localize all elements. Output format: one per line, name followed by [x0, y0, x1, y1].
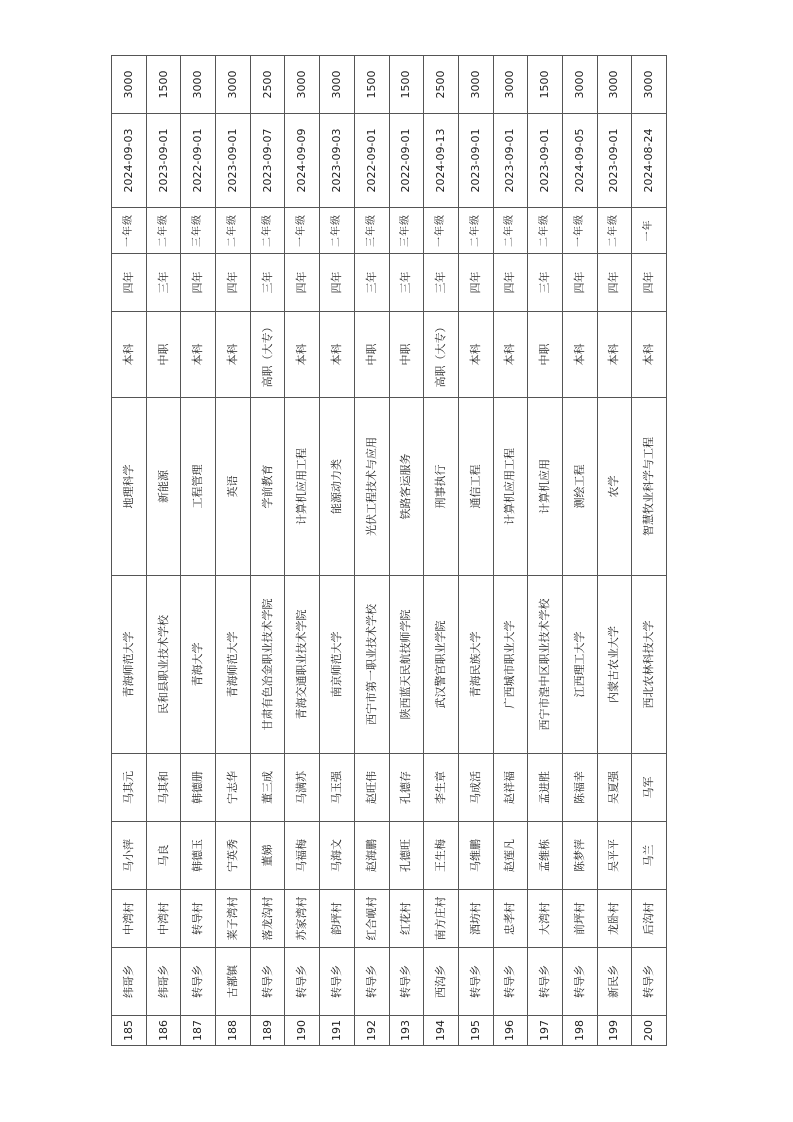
school-cell: 青海交通职业技术学院	[285, 576, 320, 754]
program-duration-cell: 三年	[424, 254, 459, 312]
school-cell: 广西城市职业大学	[493, 576, 528, 754]
major-cell: 农学	[597, 398, 632, 576]
village-cell: 苏家湾村	[285, 890, 320, 948]
table-row	[562, 56, 597, 1046]
village-cell: 红花村	[389, 890, 424, 948]
row-number: 194	[424, 1016, 459, 1046]
grade-cell: 二年级	[528, 208, 563, 254]
village-cell: 莱子湾村	[216, 890, 251, 948]
grade-cell: 二年级	[320, 208, 355, 254]
village-cell: 后沟村	[632, 890, 667, 948]
village-cell: 忠孝村	[493, 890, 528, 948]
table-row	[458, 56, 493, 1046]
township-cell: 转导乡	[320, 948, 355, 1016]
education-level-cell: 高职（大专）	[250, 312, 285, 398]
major-cell: 学前教育	[250, 398, 285, 576]
guardian-name-cell: 赵祥福	[493, 754, 528, 822]
grade-cell: 二年级	[493, 208, 528, 254]
township-cell: 纬哥乡	[146, 948, 181, 1016]
township-cell: 古鄯镇	[216, 948, 251, 1016]
program-duration-cell: 三年	[354, 254, 389, 312]
program-duration-cell: 四年	[458, 254, 493, 312]
grade-cell: 一年级	[285, 208, 320, 254]
major-cell: 计算机应用	[528, 398, 563, 576]
education-level-cell: 本科	[181, 312, 216, 398]
guardian-name-cell: 马满苏	[285, 754, 320, 822]
school-cell: 西宁市第一职业技术学校	[354, 576, 389, 754]
guardian-name-cell: 韩德册	[181, 754, 216, 822]
student-name-cell: 马海文	[320, 822, 355, 890]
aid-amount-cell: 3000	[632, 56, 667, 114]
major-cell: 测绘工程	[562, 398, 597, 576]
guardian-name-cell: 马其元	[112, 754, 147, 822]
enrollment-date-cell: 2024-09-05	[562, 114, 597, 208]
row-number: 188	[216, 1016, 251, 1046]
program-duration-cell: 四年	[597, 254, 632, 312]
village-cell: 大湾村	[528, 890, 563, 948]
school-cell: 陕西蓝天民航技师学院	[389, 576, 424, 754]
major-cell: 智慧牧业科学与工程	[632, 398, 667, 576]
grade-cell: 一年	[632, 208, 667, 254]
guardian-name-cell: 董三成	[250, 754, 285, 822]
education-level-cell: 本科	[597, 312, 632, 398]
program-duration-cell: 三年	[528, 254, 563, 312]
table-row	[597, 56, 632, 1046]
row-number: 186	[146, 1016, 181, 1046]
row-number: 189	[250, 1016, 285, 1046]
aid-amount-cell: 2500	[424, 56, 459, 114]
guardian-name-cell: 马其和	[146, 754, 181, 822]
student-name-cell: 赵海鹏	[354, 822, 389, 890]
student-name-cell: 马兰	[632, 822, 667, 890]
program-duration-cell: 四年	[320, 254, 355, 312]
township-cell: 纬哥乡	[112, 948, 147, 1016]
table-row	[285, 56, 320, 1046]
student-aid-table	[111, 55, 667, 1046]
education-level-cell: 本科	[632, 312, 667, 398]
enrollment-date-cell: 2024-09-13	[424, 114, 459, 208]
township-cell: 新民乡	[597, 948, 632, 1016]
program-duration-cell: 四年	[493, 254, 528, 312]
table-row	[250, 56, 285, 1046]
student-name-cell: 马良	[146, 822, 181, 890]
table-row	[181, 56, 216, 1046]
aid-amount-cell: 3000	[597, 56, 632, 114]
major-cell: 计算机应用工程	[493, 398, 528, 576]
aid-amount-cell: 3000	[320, 56, 355, 114]
township-cell: 转导乡	[562, 948, 597, 1016]
grade-cell: 三年级	[354, 208, 389, 254]
row-number: 192	[354, 1016, 389, 1046]
guardian-name-cell: 赵旺伟	[354, 754, 389, 822]
table-row	[632, 56, 667, 1046]
grade-cell: 二年级	[597, 208, 632, 254]
aid-amount-cell: 3000	[181, 56, 216, 114]
education-level-cell: 本科	[493, 312, 528, 398]
grade-cell: 二年级	[216, 208, 251, 254]
program-duration-cell: 四年	[181, 254, 216, 312]
school-cell: 民和县职业技术学校	[146, 576, 181, 754]
township-cell: 转导乡	[181, 948, 216, 1016]
township-cell: 转导乡	[354, 948, 389, 1016]
row-number: 196	[493, 1016, 528, 1046]
row-number: 195	[458, 1016, 493, 1046]
aid-amount-cell: 3000	[216, 56, 251, 114]
enrollment-date-cell: 2022-09-01	[354, 114, 389, 208]
enrollment-date-cell: 2022-09-01	[389, 114, 424, 208]
major-cell: 光伏工程技术与应用	[354, 398, 389, 576]
program-duration-cell: 四年	[562, 254, 597, 312]
school-cell: 西北农林科技大学	[632, 576, 667, 754]
school-cell: 武汉警官职业学院	[424, 576, 459, 754]
village-cell: 酒坊村	[458, 890, 493, 948]
school-cell: 青海大学	[181, 576, 216, 754]
township-cell: 转导乡	[493, 948, 528, 1016]
table-body	[112, 56, 667, 1046]
aid-amount-cell: 2500	[250, 56, 285, 114]
aid-amount-cell: 1500	[146, 56, 181, 114]
program-duration-cell: 三年	[250, 254, 285, 312]
guardian-name-cell: 马军	[632, 754, 667, 822]
guardian-name-cell: 马成活	[458, 754, 493, 822]
township-cell: 西沟乡	[424, 948, 459, 1016]
major-cell: 能源动力类	[320, 398, 355, 576]
program-duration-cell: 三年	[146, 254, 181, 312]
table-row	[528, 56, 563, 1046]
row-number: 199	[597, 1016, 632, 1046]
program-duration-cell: 四年	[112, 254, 147, 312]
row-number: 193	[389, 1016, 424, 1046]
enrollment-date-cell: 2023-09-01	[216, 114, 251, 208]
major-cell: 铁路客运服务	[389, 398, 424, 576]
table-row	[112, 56, 147, 1046]
student-name-cell: 王生梅	[424, 822, 459, 890]
major-cell: 工程管理	[181, 398, 216, 576]
township-cell: 转导乡	[285, 948, 320, 1016]
township-cell: 转导乡	[632, 948, 667, 1016]
guardian-name-cell: 宁志华	[216, 754, 251, 822]
guardian-name-cell: 李生章	[424, 754, 459, 822]
township-cell: 转导乡	[458, 948, 493, 1016]
student-name-cell: 董娣	[250, 822, 285, 890]
school-cell: 青海师范大学	[112, 576, 147, 754]
row-number: 190	[285, 1016, 320, 1046]
school-cell: 西宁市湟中区职业技术学校	[528, 576, 563, 754]
major-cell: 新能源	[146, 398, 181, 576]
student-name-cell: 孔德旺	[389, 822, 424, 890]
aid-amount-cell: 3000	[458, 56, 493, 114]
township-cell: 转导乡	[250, 948, 285, 1016]
student-name-cell: 吴平平	[597, 822, 632, 890]
table-row	[424, 56, 459, 1046]
grade-cell: 一年级	[562, 208, 597, 254]
school-cell: 南京师范大学	[320, 576, 355, 754]
grade-cell: 二年级	[250, 208, 285, 254]
major-cell: 刑事执行	[424, 398, 459, 576]
enrollment-date-cell: 2022-09-01	[181, 114, 216, 208]
row-number: 191	[320, 1016, 355, 1046]
grade-cell: 二年级	[146, 208, 181, 254]
enrollment-date-cell: 2023-09-01	[597, 114, 632, 208]
enrollment-date-cell: 2023-09-07	[250, 114, 285, 208]
row-number: 187	[181, 1016, 216, 1046]
aid-amount-cell: 3000	[562, 56, 597, 114]
enrollment-date-cell: 2023-09-03	[320, 114, 355, 208]
row-number: 200	[632, 1016, 667, 1046]
township-cell: 转导乡	[528, 948, 563, 1016]
table-row	[146, 56, 181, 1046]
village-cell: 转导村	[181, 890, 216, 948]
village-cell: 中湾村	[112, 890, 147, 948]
education-level-cell: 高职（大专）	[424, 312, 459, 398]
education-level-cell: 本科	[458, 312, 493, 398]
student-name-cell: 陈梦萍	[562, 822, 597, 890]
education-level-cell: 中职	[389, 312, 424, 398]
major-cell: 英语	[216, 398, 251, 576]
education-level-cell: 本科	[285, 312, 320, 398]
program-duration-cell: 四年	[632, 254, 667, 312]
guardian-name-cell: 吴夏强	[597, 754, 632, 822]
major-cell: 计算机应用工程	[285, 398, 320, 576]
education-level-cell: 本科	[320, 312, 355, 398]
table-row	[389, 56, 424, 1046]
education-level-cell: 本科	[216, 312, 251, 398]
village-cell: 前坪村	[562, 890, 597, 948]
student-name-cell: 马小萍	[112, 822, 147, 890]
education-level-cell: 中职	[528, 312, 563, 398]
student-name-cell: 韩德玉	[181, 822, 216, 890]
village-cell: 落龙沟村	[250, 890, 285, 948]
education-level-cell: 中职	[354, 312, 389, 398]
enrollment-date-cell: 2023-09-01	[493, 114, 528, 208]
table-row	[320, 56, 355, 1046]
aid-amount-cell: 1500	[389, 56, 424, 114]
grade-cell: 一年级	[424, 208, 459, 254]
school-cell: 青海民族大学	[458, 576, 493, 754]
village-cell: 中湾村	[146, 890, 181, 948]
student-name-cell: 赵莲凡	[493, 822, 528, 890]
row-number: 185	[112, 1016, 147, 1046]
enrollment-date-cell: 2024-09-03	[112, 114, 147, 208]
enrollment-date-cell: 2023-09-01	[458, 114, 493, 208]
village-cell: 龙卧村	[597, 890, 632, 948]
township-cell: 转导乡	[389, 948, 424, 1016]
student-name-cell: 马维鹏	[458, 822, 493, 890]
grade-cell: 三年级	[181, 208, 216, 254]
guardian-name-cell: 孟进胜	[528, 754, 563, 822]
table-row	[216, 56, 251, 1046]
village-cell: 红合岘村	[354, 890, 389, 948]
row-number: 198	[562, 1016, 597, 1046]
school-cell: 江西理工大学	[562, 576, 597, 754]
grade-cell: 三年级	[389, 208, 424, 254]
table-row	[354, 56, 389, 1046]
row-number: 197	[528, 1016, 563, 1046]
table-row	[493, 56, 528, 1046]
aid-amount-cell: 3000	[285, 56, 320, 114]
program-duration-cell: 四年	[216, 254, 251, 312]
student-name-cell: 孟维栋	[528, 822, 563, 890]
rotated-table-sheet	[111, 56, 667, 1046]
school-cell: 青海师范大学	[216, 576, 251, 754]
grade-cell: 一年级	[112, 208, 147, 254]
school-cell: 甘肃有色冶金职业技术学院	[250, 576, 285, 754]
major-cell: 地理科学	[112, 398, 147, 576]
education-level-cell: 中职	[146, 312, 181, 398]
guardian-name-cell: 陈福幸	[562, 754, 597, 822]
guardian-name-cell: 马玉强	[320, 754, 355, 822]
major-cell: 通信工程	[458, 398, 493, 576]
education-level-cell: 本科	[112, 312, 147, 398]
enrollment-date-cell: 2024-09-09	[285, 114, 320, 208]
village-cell: 南方庄村	[424, 890, 459, 948]
guardian-name-cell: 孔德存	[389, 754, 424, 822]
program-duration-cell: 四年	[285, 254, 320, 312]
school-cell: 内蒙古农业大学	[597, 576, 632, 754]
aid-amount-cell: 1500	[354, 56, 389, 114]
education-level-cell: 本科	[562, 312, 597, 398]
enrollment-date-cell: 2023-09-01	[528, 114, 563, 208]
enrollment-date-cell: 2023-09-01	[146, 114, 181, 208]
aid-amount-cell: 3000	[112, 56, 147, 114]
village-cell: 韵坪村	[320, 890, 355, 948]
grade-cell: 二年级	[458, 208, 493, 254]
student-name-cell: 马福梅	[285, 822, 320, 890]
program-duration-cell: 三年	[389, 254, 424, 312]
aid-amount-cell: 1500	[528, 56, 563, 114]
enrollment-date-cell: 2024-08-24	[632, 114, 667, 208]
aid-amount-cell: 3000	[493, 56, 528, 114]
student-name-cell: 宁英秀	[216, 822, 251, 890]
